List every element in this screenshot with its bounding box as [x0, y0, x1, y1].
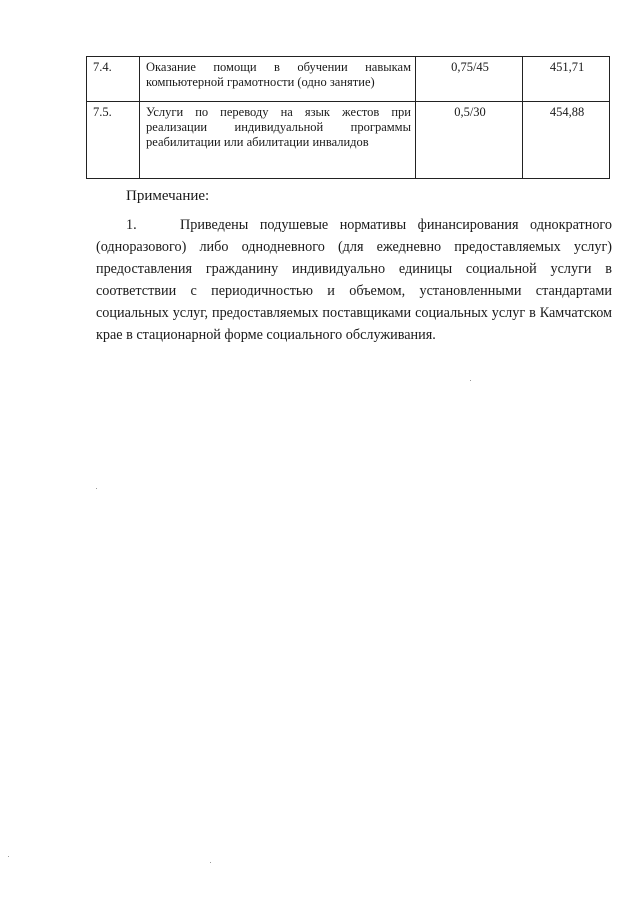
- table-row: [87, 102, 610, 179]
- service-price: 451,71: [523, 57, 610, 102]
- service-name: Оказание помощи в обучении навыкам компьютерной грамотности (одно занятие): [146, 60, 411, 89]
- service-norm: 0,5/30: [416, 102, 523, 179]
- scan-speck: [96, 488, 97, 489]
- note-item-number: 1.: [126, 217, 137, 233]
- scan-speck: [210, 862, 211, 863]
- note-paragraph: [96, 214, 612, 346]
- scan-speck: [8, 856, 9, 857]
- row-number: 7.5.: [87, 102, 140, 179]
- scan-speck: [470, 380, 471, 381]
- row-number: 7.4.: [87, 57, 140, 102]
- service-norm: 0,75/45: [416, 57, 523, 102]
- table-row: [87, 57, 610, 102]
- services-table: [86, 56, 610, 179]
- service-name: Услуги по переводу на язык жестов при реализации индивидуальной программы реабилитации или абилитации инвалидов: [146, 105, 411, 149]
- note-item-text: Приведены подушевые нормативы финансирования однократного (одноразового) либо однодневного (для ежедневно предоставляемых услуг) предоставления гражданину индивидуально единицы социальной услуги в соответствии с периодичностью и объемом, установленными стандартами социальных услуг, предоставляемых поставщиками социальных услуг в Камчатском крае в стационарной форме социального обслуживания.: [96, 217, 612, 343]
- note-title: Примечание:: [126, 188, 210, 204]
- service-price: 454,88: [523, 102, 610, 179]
